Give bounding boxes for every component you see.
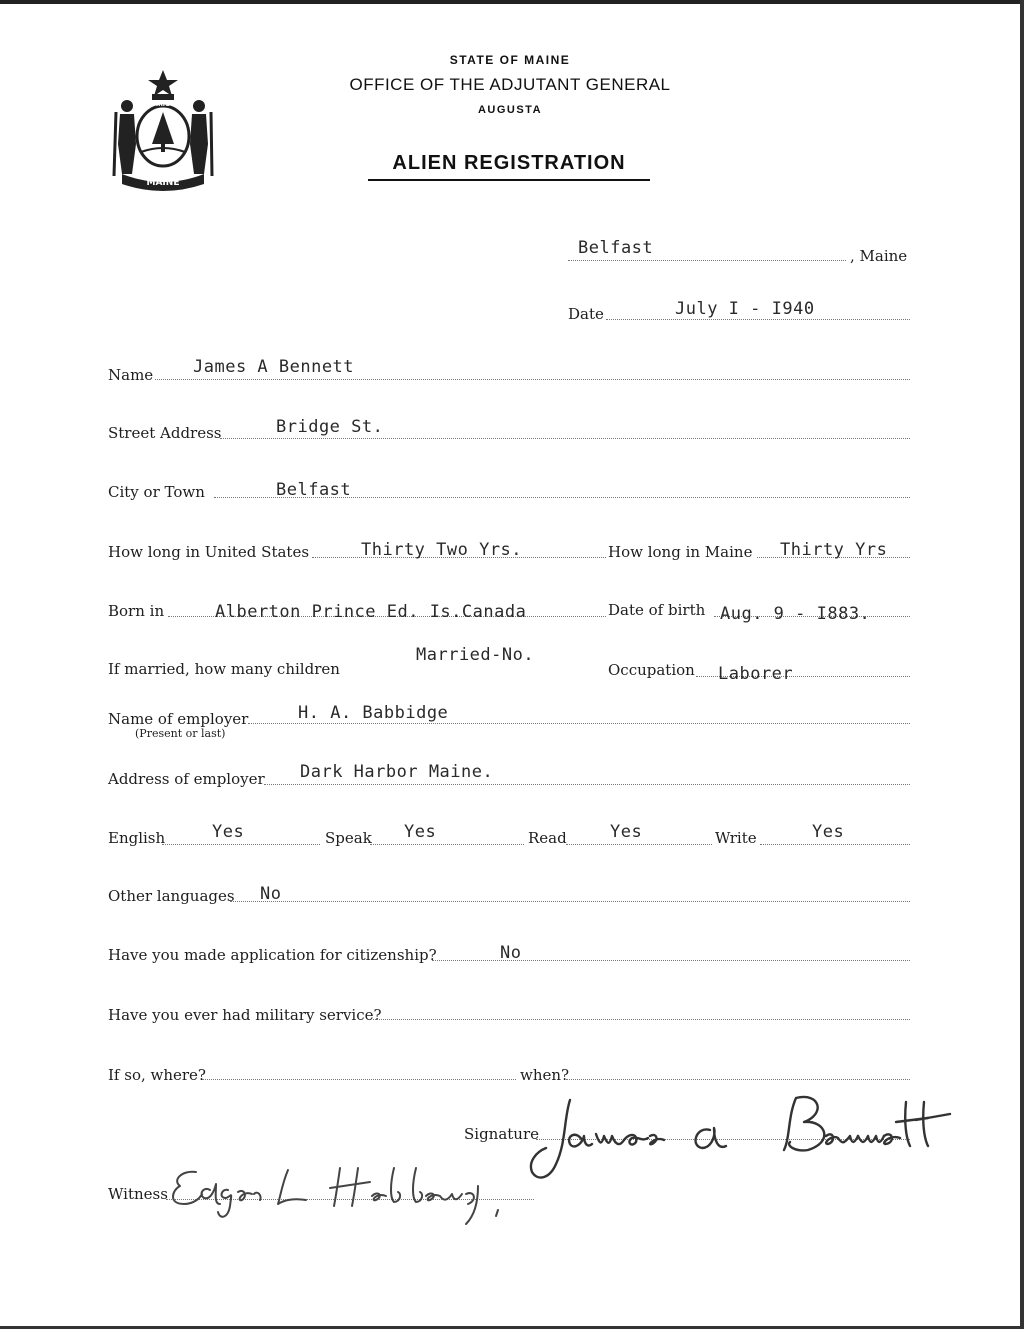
name-line xyxy=(155,379,910,380)
seal-text: MAINE xyxy=(146,178,180,188)
english-label: English xyxy=(108,829,166,847)
read-value[interactable]: Yes xyxy=(610,822,643,842)
signature-label: Signature xyxy=(464,1125,540,1143)
born-label: Born in xyxy=(108,602,165,620)
employer-line xyxy=(248,723,910,724)
maine-seal-icon xyxy=(108,64,218,192)
citizenship-label: Have you made application for citizenship? xyxy=(108,946,437,964)
read-line xyxy=(566,844,712,845)
date-label: Date xyxy=(568,305,604,323)
dob-label: Date of birth xyxy=(608,601,706,619)
children-value[interactable]: Married-No. xyxy=(416,645,535,665)
military-line xyxy=(373,1019,910,1020)
employer-label: Name of employer xyxy=(108,710,249,728)
city-value[interactable]: Belfast xyxy=(276,480,352,500)
witness-label: Witness xyxy=(108,1185,168,1203)
speak-label: Speak xyxy=(325,829,372,847)
employer-value[interactable]: H. A. Babbidge xyxy=(298,703,449,723)
other-languages-label: Other languages xyxy=(108,887,235,905)
other-languages-value[interactable]: No xyxy=(260,884,282,904)
place-value[interactable]: Belfast xyxy=(578,238,654,258)
scan-border-top xyxy=(0,0,1024,4)
seal-motto: DIRIGO xyxy=(150,101,176,108)
when-label: when? xyxy=(520,1066,570,1084)
read-label: Read xyxy=(528,829,567,847)
employer-sublabel: (Present or last) xyxy=(135,727,226,740)
occupation-value[interactable]: Laborer xyxy=(718,664,794,684)
date-value[interactable]: July I - I940 xyxy=(675,299,815,319)
name-value[interactable]: James A Bennett xyxy=(193,357,355,377)
street-value[interactable]: Bridge St. xyxy=(276,417,384,437)
english-value[interactable]: Yes xyxy=(212,822,245,842)
place-suffix: , Maine xyxy=(850,247,908,265)
where-line xyxy=(202,1079,516,1080)
header-state: STATE OF MAINE xyxy=(449,53,571,67)
employer-address-label: Address of employer xyxy=(108,770,265,788)
other-languages-line xyxy=(230,901,910,902)
header-office: OFFICE OF THE ADJUTANT GENERAL xyxy=(349,75,671,94)
write-value[interactable]: Yes xyxy=(812,822,845,842)
maine-years-value[interactable]: Thirty Yrs xyxy=(780,540,888,560)
form-title: ALIEN REGISTRATION xyxy=(368,152,650,181)
header-city: AUGUSTA xyxy=(477,104,543,116)
speak-line xyxy=(370,844,524,845)
street-line xyxy=(220,438,910,439)
english-line xyxy=(162,844,320,845)
citizenship-value[interactable]: No xyxy=(500,943,522,963)
employer-address-value[interactable]: Dark Harbor Maine. xyxy=(300,762,494,782)
dob-value[interactable]: Aug. 9 - I883. xyxy=(720,604,871,624)
scan-border-right xyxy=(1020,0,1024,1329)
us-years-value[interactable]: Thirty Two Yrs. xyxy=(361,540,523,560)
city-label: City or Town xyxy=(108,483,205,501)
employer-address-line xyxy=(264,784,910,785)
where-label: If so, where? xyxy=(108,1066,206,1084)
write-line xyxy=(760,844,910,845)
witness-signature xyxy=(162,1160,522,1232)
speak-value[interactable]: Yes xyxy=(404,822,437,842)
name-label: Name xyxy=(108,366,154,384)
date-line xyxy=(606,319,910,320)
when-line xyxy=(566,1079,910,1080)
us-years-label: How long in United States xyxy=(108,543,310,561)
children-label: If married, how many children xyxy=(108,660,340,678)
place-line xyxy=(568,260,846,261)
write-label: Write xyxy=(715,829,757,847)
handwritten-signature xyxy=(520,1088,1020,1188)
occupation-label: Occupation xyxy=(608,661,695,679)
street-label: Street Address xyxy=(108,424,222,442)
born-value[interactable]: Alberton Prince Ed. Is.Canada xyxy=(215,602,527,622)
maine-years-label: How long in Maine xyxy=(608,543,753,561)
military-label: Have you ever had military service? xyxy=(108,1006,382,1024)
